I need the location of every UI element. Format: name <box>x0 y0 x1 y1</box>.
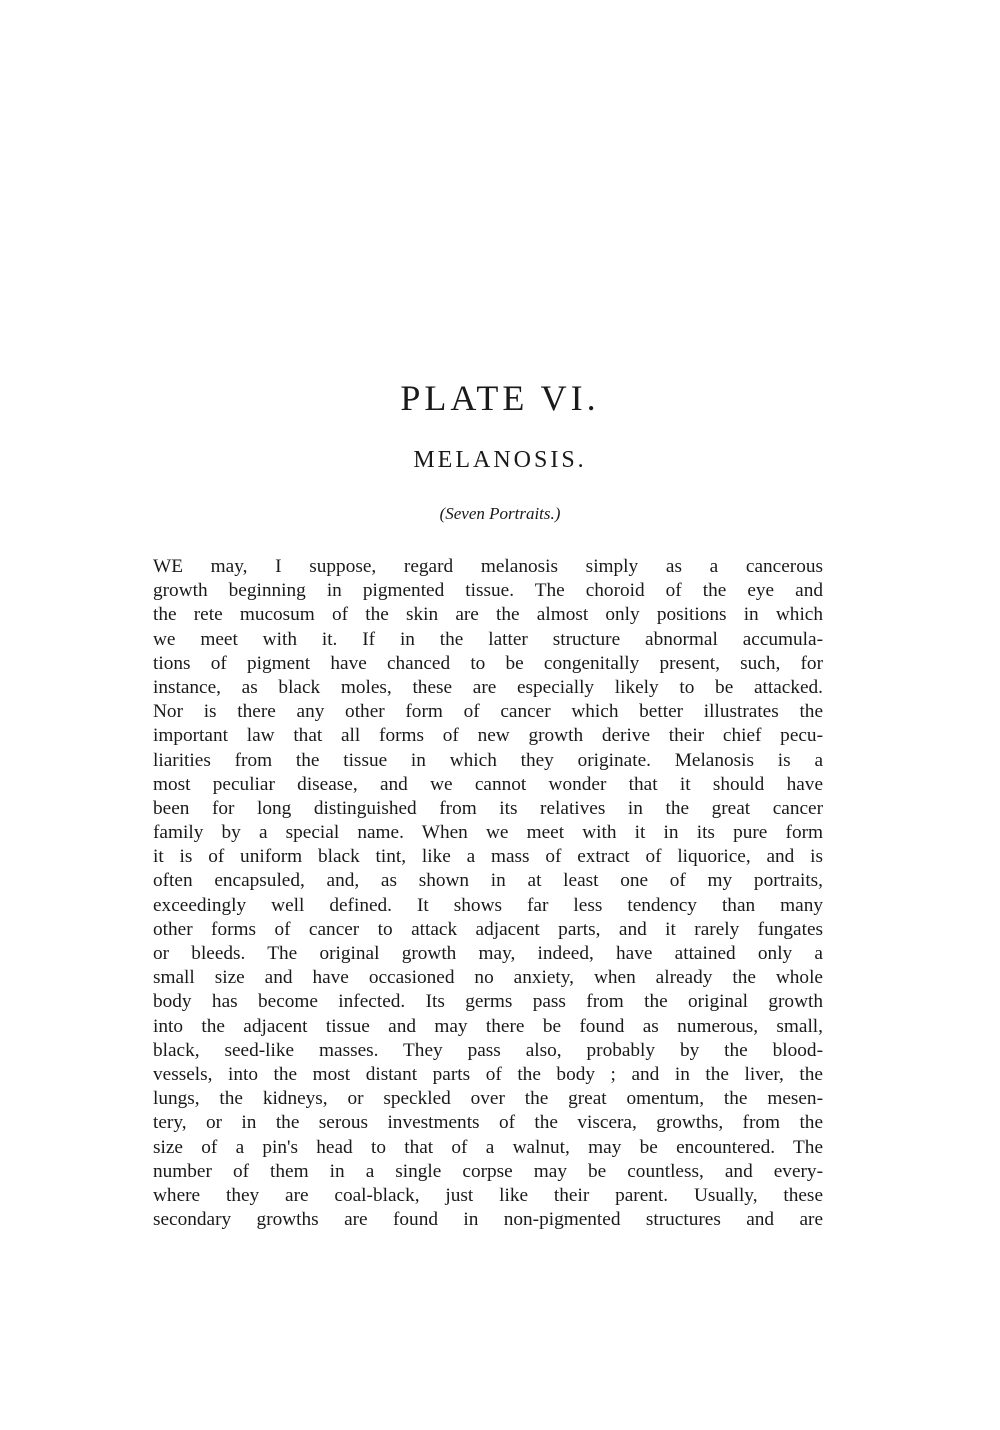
body-line: we meet with it. If in the latter structure abnormal accumula- <box>153 628 823 650</box>
body-line: tery, or in the serous investments of the viscera, growths, from the <box>153 1112 823 1134</box>
body-line: growth beginning in pigmented tissue. The choroid of the eye and <box>153 580 823 602</box>
body-line: small size and have occasioned no anxiety, when already the whole <box>153 967 823 989</box>
body-line: black, seed-like masses. They pass also, probably by the blood- <box>153 1039 823 1061</box>
body-line: tions of pigment have chanced to be congenitally present, such, for <box>153 652 823 674</box>
body-line: exceedingly well defined. It shows far less tendency than many <box>153 894 823 916</box>
body-line: it is of uniform black tint, like a mass of extract of liquorice, and is <box>153 846 823 868</box>
body-line: Nor is there any other form of cancer which better illustrates the <box>153 701 823 723</box>
body-line: into the adjacent tissue and may there be found as numerous, small, <box>153 1015 823 1037</box>
plate-title: PLATE VI. <box>400 378 600 418</box>
body-line: WE may, I suppose, regard melanosis simply as a cancerous <box>153 556 823 577</box>
body-paragraph <box>153 555 823 1232</box>
body-line: body has become infected. Its germs pass from the original growth <box>153 991 823 1013</box>
subject-title: MELANOSIS. <box>413 447 587 473</box>
body-line: vessels, into the most distant parts of the body ; and in the liver, the <box>153 1063 823 1085</box>
body-line: liarities from the tissue in which they originate. Melanosis is a <box>153 749 823 771</box>
body-line: size of a pin's head to that of a walnut, may be encountered. The <box>153 1136 823 1158</box>
body-line: most peculiar disease, and we cannot wonder that it should have <box>153 773 823 795</box>
body-line: often encapsuled, and, as shown in at least one of my portraits, <box>153 870 823 892</box>
body-line: or bleeds. The original growth may, indeed, have attained only a <box>153 943 823 964</box>
body-line: important law that all forms of new growth derive their chief pecu- <box>153 725 823 747</box>
body-line: where they are coal-black, just like their parent. Usually, these <box>153 1184 823 1206</box>
body-line: instance, as black moles, these are especially likely to be attacked. <box>153 676 823 698</box>
body-line: other forms of cancer to attack adjacent parts, and it rarely fungates <box>153 918 823 940</box>
body-line: been for long distinguished from its relatives in the great cancer <box>153 797 823 819</box>
body-line: lungs, the kidneys, or speckled over the great omentum, the mesen- <box>153 1088 823 1110</box>
body-line: number of them in a single corpse may be countless, and every- <box>153 1160 823 1182</box>
body-line: the rete mucosum of the skin are the almost only positions in which <box>153 604 823 626</box>
body-line: secondary growths are found in non-pigmented structures and are <box>153 1209 823 1231</box>
body-line: family by a special name. When we meet with it in its pure form <box>153 822 823 844</box>
subtitle: (Seven Portraits.) <box>439 504 561 523</box>
